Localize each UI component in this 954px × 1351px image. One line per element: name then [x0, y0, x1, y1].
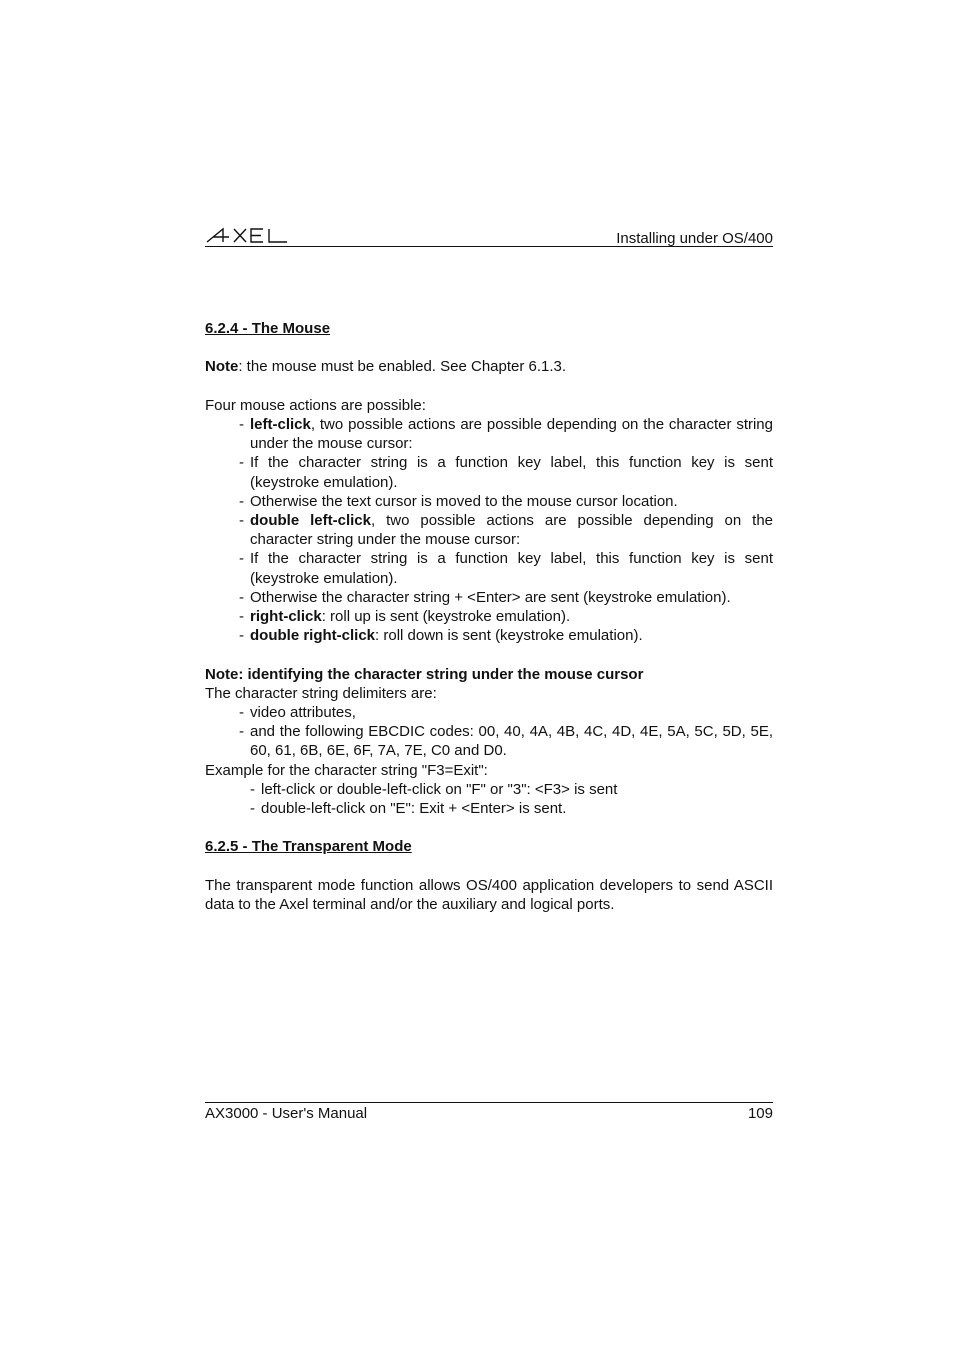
page-header [205, 224, 773, 247]
list-item: - and the following EBCDIC codes: 00, 40, 4A, 4B, 4C, 4D, 4E, 5A, 5C, 5D, 5E, 60, 61, 6B, 6E, 6F, 7A, 7E, C0 and D0. [239, 723, 773, 760]
list-item: - double left-click, two possible actions are possible depending on the character string under the mouse cursor: [239, 512, 774, 549]
page-number: 109 [747, 1105, 773, 1122]
list-item: - If the character string is a function key label, this function key is sent (keystroke emulation). [239, 550, 773, 587]
list-item: - double right-click: roll down is sent (keystroke emulation). [239, 627, 643, 645]
axel-logo [205, 226, 289, 244]
page-content [205, 319, 773, 914]
note-identifying-heading: Note: identifying the character string under the mouse cursor [205, 665, 644, 683]
note-label: Note [205, 358, 239, 376]
list-item: - If the character string is a function key label, this function key is sent (keystroke emulation). [239, 454, 773, 491]
footer-manual-title: AX3000 - User's Manual [205, 1105, 368, 1122]
page-footer [205, 1102, 773, 1122]
example-intro: Example for the character string "F3=Exit": [205, 761, 488, 779]
list-item: - left-click or double-left-click on "F" or "3": <F3> is sent [250, 780, 618, 798]
transparent-mode-paragraph: The transparent mode function allows OS/400 application developers to send ASCII data to the Axel terminal and/or the auxiliary and logical ports. [205, 876, 773, 914]
section-heading-transparent-mode: 6.2.5 - The Transparent Mode [205, 838, 412, 856]
list-item: - double-left-click on "E": Exit + <Enter> is sent. [250, 800, 567, 818]
header-title: Installing under OS/400 [616, 230, 773, 247]
delimiters-intro: The character string delimiters are: [205, 684, 437, 702]
list-item: - left-click, two possible actions are possible depending on the character string under the mouse cursor: [239, 415, 773, 453]
list-item: - Otherwise the character string + <Enter> are sent (keystroke emulation). [239, 588, 731, 606]
actions-intro: Four mouse actions are possible: [205, 396, 426, 414]
note-text: : the mouse must be enabled. See Chapter 6.1.3. [238, 358, 567, 376]
note-paragraph [205, 357, 773, 376]
list-item: - video attributes, [239, 704, 356, 722]
list-item: - right-click: roll up is sent (keystroke emulation). [239, 608, 571, 626]
list-item: - Otherwise the text cursor is moved to the mouse cursor location. [239, 492, 678, 510]
section-heading-mouse: 6.2.4 - The Mouse [205, 320, 331, 337]
